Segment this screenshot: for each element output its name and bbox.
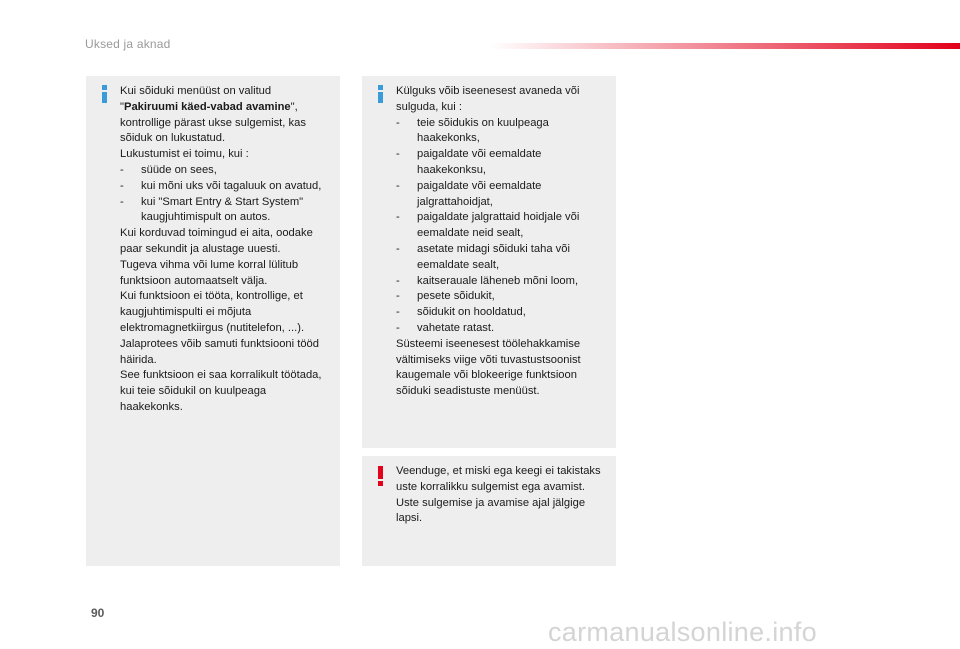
info-box-sliding-door (362, 76, 616, 448)
list-item: - pesete sõidukit, (396, 290, 495, 303)
paragraph: Kui korduvad toimingud ei aita, oodake paar sekundit ja alustage uuesti. (120, 227, 313, 255)
info-box-content (396, 84, 608, 400)
header-accent-bar (490, 43, 960, 49)
paragraph: See funktsioon ei saa korralikult töötada, kui teie sõidukil on kuulpeaga haakekonks. (120, 369, 322, 413)
paragraph: Uste sulgemise ja avamise ajal jälgige lapsi. (396, 496, 586, 525)
list-item: - vahetate ratast. (396, 321, 495, 334)
list-item: - kaitserauale läheneb mõni loom, (396, 274, 579, 287)
intro-paragraph: Kui sõiduki menüüst on valitud "Pakiruumi käed-vabad avamine", kontrollige pärast ukse sulgemist, kas sõiduk on lukustatud. (120, 85, 306, 145)
info-icon (98, 85, 112, 103)
paragraph: Kui funktsioon ei tööta, kontrollige, et kaugjuhtimispulti ei mõjuta elektromagnetkiirgus (nutitelefon, ...). (120, 290, 305, 334)
list-item: - kui "Smart Entry & Start System" kaugjuhtimispult on autos. (120, 195, 304, 224)
paragraph: Jalaprotees võib samuti funktsiooni tööd häirida. (120, 337, 320, 366)
page-number: 90 (91, 606, 105, 620)
trigger-list (396, 116, 608, 337)
warning-box (362, 456, 616, 566)
watermark: carmanualsonline.info (548, 617, 817, 647)
list-item: - süüde on sees, (120, 163, 217, 176)
info-box-content (120, 84, 332, 416)
section-title: Uksed ja aknad (85, 37, 171, 51)
list-item: - kui mõni uks või tagaluuk on avatud, (120, 179, 322, 192)
warning-icon (374, 466, 388, 486)
paragraph: Tugeva vihma või lume korral lülitub funktsioon automaatselt välja. (120, 258, 299, 287)
list-item: - paigaldate või eemaldate haakekonksu, (396, 148, 542, 176)
lock-fail-list (120, 163, 332, 226)
intro-paragraph: Külguks võib iseenesest avaneda või sulguda, kui : (396, 85, 580, 113)
feature-name: Pakiruumi käed-vabad avamine (123, 100, 291, 113)
list-item: - asetate midagi sõiduki taha või eemaldate sealt, (396, 242, 570, 271)
list-item: - paigaldate jalgrattaid hoidjale või eemaldate neid sealt, (396, 211, 580, 240)
lock-fail-heading: Lukustumist ei toimu, kui : (120, 148, 249, 161)
warning-box-content (396, 464, 608, 527)
paragraph: Veenduge, et miski ega keegi ei takistaks uste korralikku sulgemist ega avamist. (396, 465, 601, 493)
list-item: - sõidukit on hooldatud, (396, 306, 526, 319)
list-item: - teie sõidukis on kuulpeaga haakekonks, (396, 116, 549, 145)
info-box-trunk-handsfree (86, 76, 340, 566)
list-item: - paigaldate või eemaldate jalgrattahoidjat, (396, 179, 542, 208)
info-icon (374, 85, 388, 103)
closing-paragraph: Süsteemi iseenesest töölehakkamise vältimiseks viige võti tuvastustsoonist kaugemale või blokeerige funktsioon sõiduki seadistuste menüüst. (396, 337, 581, 398)
